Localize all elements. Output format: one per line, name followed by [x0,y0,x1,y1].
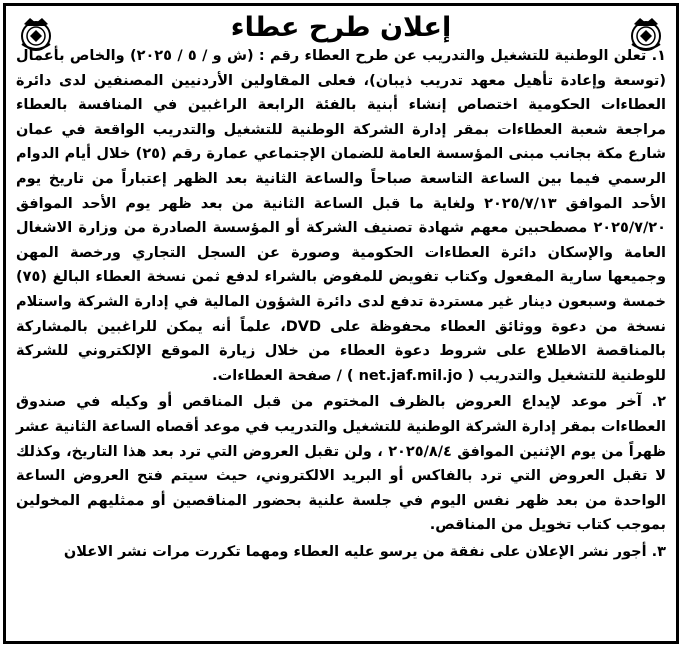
tender-announcement [3,3,679,644]
announcement-body [16,44,666,564]
clause-3: ٣. أجور نشر الإعلان على نفقة من يرسو عليه العطاء ومهما تكررت مرات نشر الاعلان [63,543,666,560]
clause-2: ٢. آخر موعد لإيداع العروض بالظرف المختوم من قبل المناقص أو وكيله في صندوق العطاءات بمقر إدارة الشركة الوطنية للتشغيل والتدريب في موعد أقصاه الساعة الثانية عشر ظهراً من يوم الإثنين الموافق ٢٠٢٥/٨/٤ ، ولن تقبل العروض التي ترد بعد هذا التاريخ، وكذلك لا تقبل العروض التي ترد بالفاكس أو البريد الالكتروني، حيث سيتم فتح العروض الساعة الواحدة من بعد ظهر نفس اليوم في جلسة علنية بحضور المناقصين أو ممثليهم المخولين بموجب كتاب تخويل من المناقص. [16,394,666,534]
clause-1: ١. تعلن الوطنية للتشغيل والتدريب عن طرح العطاء رقم : (ش و / ٥ / ٢٠٢٥) والخاص بأعمال (توسعة وإعادة تأهيل معهد تدريب ذيبان)، فعلى المقاولين الأردنيين المصنفين لدى دائرة العطاءات الحكومية اختصاص إنشاء أبنية بالفئة الرابعة الراغبين في المنافسة بالعطاء مراجعة شعبة العطاءات بمقر إدارة الشركة الوطنية للتشغيل والتدريب الواقعة في عمان شارع مكة بجانب مبنى المؤسسة العامة للضمان الإجتماعي عمارة رقم (٢٥) خلال أيام الدوام الرسمي فيما بين الساعة التاسعة صباحاً والساعة الثانية بعد الظهر إعتباراً من تاريخ يوم الأحد الموافق ٢٠٢٥/٧/١٣ ولغاية ما قبل الساعة الثانية من بعد ظهر يوم الأحد الموافق ٢٠٢٥/٧/٢٠ مصطحبين معهم شهادة تصنيف الشركة أو المؤسسة الصادرة من وزارة الاشغال العامة والإسكان دائرة العطاءات الحكومية وصورة عن السجل التجاري ورخصة المهن وجميعها سارية المفعول وكتاب تفويض للمفوض بالشراء لدفع ثمن نسخة العطاء البالغ (٧٥) خمسة وسبعون دينار غير مستردة تدفع لدى دائرة الشؤون المالية في إدارة الشركة واستلام نسخة من دعوة ووثائق العطاء محفوظة على DVD، علماً أنه يمكن للراغبين بالمشاركة بالمناقصة الاطلاع على شروط دعوة العطاء من خلال زيارة الموقع الإلكتروني للشركة للوطنية للتشغيل والتدريب ( net.jaf.mil.jo ) / صفحة العطاءات. [16,48,667,384]
page-title: إعلان طرح عطاء [230,12,452,43]
